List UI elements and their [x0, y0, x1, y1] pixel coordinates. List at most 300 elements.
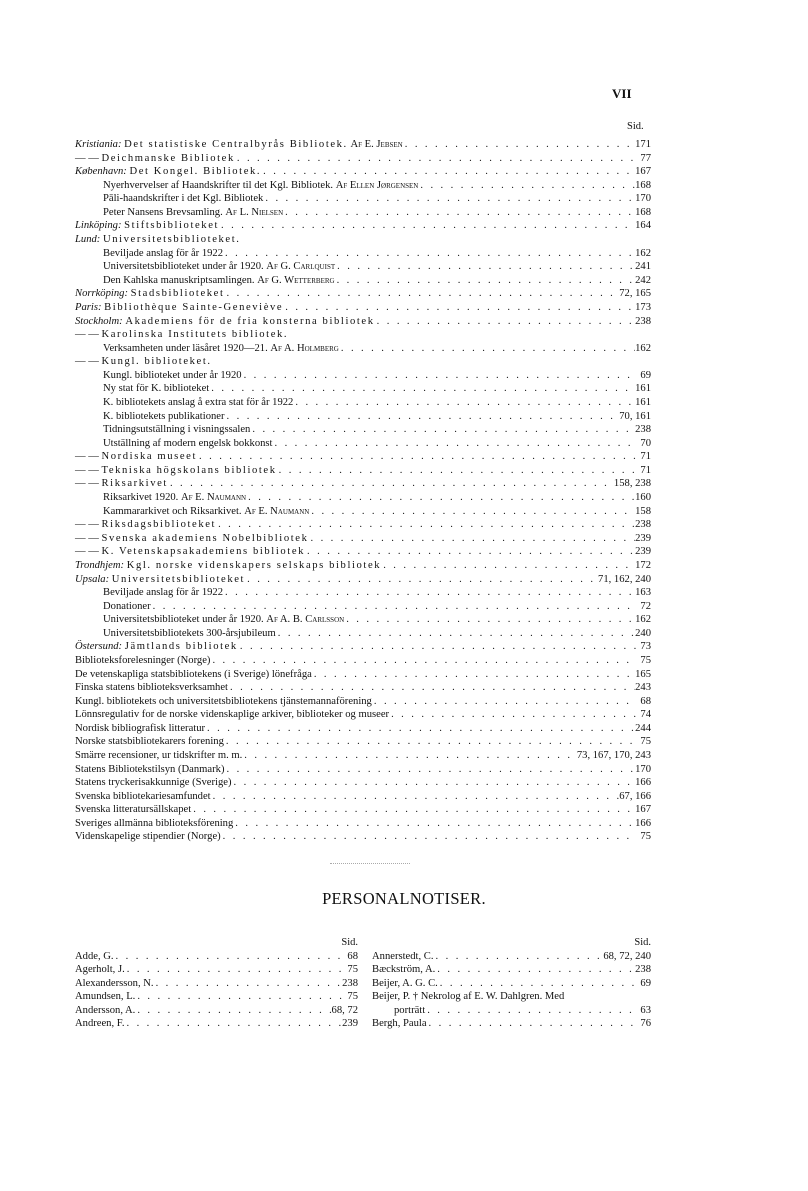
toc-title: Peter Nansens Brevsamling.	[103, 206, 223, 218]
toc-place: — —	[75, 329, 99, 341]
dot-leader	[135, 990, 344, 1004]
toc-entry-text	[75, 573, 245, 587]
list-item	[372, 990, 651, 1004]
toc-page-number: 172	[635, 559, 651, 571]
toc-page-number: 69	[640, 369, 651, 381]
toc-page-number: 75	[640, 831, 651, 843]
dot-leader	[283, 206, 635, 220]
toc-entry	[75, 573, 651, 587]
toc-entry	[75, 830, 651, 844]
dot-leader	[191, 803, 635, 817]
toc-page-number: 241	[635, 261, 651, 273]
toc-author: Af A. B. Carlsson	[266, 614, 345, 626]
toc-title: Tidningsutställning i visningssalen	[103, 424, 251, 436]
toc-entry	[75, 477, 651, 491]
toc-title: Stadsbiblioteket	[130, 288, 225, 300]
person-page-number: 63	[640, 1004, 651, 1016]
list-item	[372, 950, 651, 964]
toc-page-number: 71	[640, 451, 651, 463]
dot-leader	[209, 382, 635, 396]
toc-entry-text	[75, 803, 191, 817]
dot-leader	[305, 545, 635, 559]
toc-title: Bibliothèque Sainte-Geneviève	[104, 301, 284, 313]
dot-leader	[114, 950, 344, 964]
person-page-number: 75	[347, 991, 358, 1003]
toc-place: Norrköping:	[75, 288, 128, 300]
toc-entry	[75, 600, 651, 614]
person-name: Andersson, A.	[75, 1004, 136, 1016]
toc-title: Riksarkivet 1920.	[103, 492, 179, 504]
personalnotiser-heading: PERSONALNOTISER.	[322, 889, 486, 908]
toc-title: Lönnsregulativ for de norske videnskaplige arkiver, biblioteker og museer	[75, 709, 390, 721]
dot-leader	[246, 491, 635, 505]
toc-entry	[75, 640, 651, 654]
section-divider	[330, 863, 410, 864]
toc-page-number: 77	[640, 152, 651, 164]
toc-entry-text	[103, 274, 335, 288]
dot-leader	[425, 1004, 637, 1018]
toc-place: Östersund:	[75, 641, 123, 653]
toc-entry-text	[103, 505, 309, 519]
toc-place: Trondhjem:	[75, 559, 125, 571]
toc-entry-text	[75, 640, 238, 654]
toc-title: Smärre recensioner, ur tidskrifter m. m.	[75, 750, 243, 762]
person-page-number: 238	[635, 964, 651, 976]
toc-entry	[75, 749, 651, 763]
toc-title: Statens Bibliotekstilsyn (Danmark)	[75, 763, 225, 775]
toc-place: København:	[75, 166, 127, 178]
toc-entry-text	[75, 654, 210, 668]
dot-leader	[211, 790, 620, 804]
toc-title: Sveriges allmänna biblioteksförening	[75, 817, 234, 829]
toc-title: Det statistiske Centralbyrås Bibliotek.	[124, 139, 348, 150]
dot-leader	[242, 369, 637, 383]
toc-author: Af G. Wetterberg	[257, 274, 335, 286]
person-name: Andreen, F.	[75, 1018, 125, 1030]
toc-entry-text	[75, 735, 224, 749]
personalnotiser-right-column	[372, 936, 651, 1031]
toc-title: Riksdagsbiblioteket	[101, 519, 217, 531]
toc-entry-text	[75, 817, 233, 831]
person-page-number: 68, 72, 240	[603, 950, 651, 962]
list-item	[372, 977, 651, 991]
toc-entry	[75, 695, 651, 709]
dot-leader	[312, 668, 635, 682]
toc-author: Af E. Naumann	[180, 492, 247, 504]
toc-place: Lund:	[75, 234, 101, 246]
toc-page-number: 244	[635, 722, 651, 734]
dot-leader	[151, 600, 637, 614]
dot-leader	[125, 963, 344, 977]
toc-entry-text	[103, 260, 335, 274]
toc-entry-text	[75, 681, 228, 695]
toc-entry	[75, 532, 651, 546]
toc-page-number: 158	[635, 505, 651, 517]
list-item	[372, 1017, 651, 1031]
toc-entry	[75, 437, 651, 451]
toc-title: Utställning af modern engelsk bokkonst	[103, 437, 273, 449]
toc-author: Af Ellen Jørgensen	[335, 179, 419, 191]
person-page-number: 75	[347, 964, 358, 976]
toc-place: — —	[75, 451, 99, 463]
toc-entry-text	[75, 763, 224, 777]
toc-page-number: 170	[635, 193, 651, 205]
dot-leader	[375, 315, 635, 329]
toc-title: Karolinska Institutets bibliotek.	[101, 329, 289, 341]
toc-title: Universitetsbiblioteket.	[102, 234, 241, 246]
toc-page-number: 158, 238	[613, 478, 651, 490]
toc-page-number: 238	[635, 519, 651, 531]
toc-author: Af A. Holmberg	[270, 342, 339, 354]
dot-leader	[124, 1017, 342, 1031]
toc-entry	[75, 206, 651, 220]
toc-place: — —	[75, 464, 99, 476]
toc-page-number: 243	[635, 682, 651, 694]
toc-place: Stockholm:	[75, 315, 123, 327]
dot-leader	[272, 437, 637, 451]
toc-page-number: 163	[635, 587, 651, 599]
toc-author: Af E. Jebsen	[350, 139, 403, 150]
toc-page-number: 240	[635, 627, 651, 639]
person-page-number: 239	[342, 1018, 358, 1030]
toc-entry	[75, 219, 651, 233]
dot-leader	[250, 423, 635, 437]
toc-page-number: 167	[635, 804, 651, 816]
toc-entry	[75, 410, 651, 424]
toc-title: Det Kongel. Bibliotek.	[129, 166, 262, 178]
dot-leader	[434, 950, 604, 964]
toc-title: Finska statens biblioteksverksamhet	[75, 682, 228, 694]
person-name: Agerholt, J.	[75, 964, 125, 976]
toc-entry	[75, 382, 651, 396]
toc-author: Af L. Nielsen	[225, 206, 284, 218]
dot-leader	[276, 627, 635, 641]
toc-entry	[75, 817, 651, 831]
toc-page-number: 74	[640, 709, 651, 721]
toc-place: Kristiania:	[75, 139, 122, 150]
toc-entry	[75, 681, 651, 695]
toc-entry-text	[75, 559, 381, 573]
person-page-number: 68, 72	[331, 1004, 358, 1016]
toc-page-number: 70	[640, 437, 651, 449]
toc-entry-text	[103, 396, 293, 410]
dot-leader	[235, 152, 637, 166]
dot-leader	[197, 450, 637, 464]
toc-entry	[75, 287, 651, 301]
toc-page-number: 238	[635, 315, 651, 327]
toc-title: Svenska akademiens Nobelbibliotek	[101, 532, 309, 544]
dot-leader	[245, 573, 598, 587]
dot-leader	[403, 138, 635, 152]
toc-place: Upsala:	[75, 573, 110, 585]
toc-title: Verksamheten under läsåret 1920—21.	[103, 342, 268, 354]
toc-entry-text	[103, 382, 209, 396]
toc-page-number: 164	[635, 220, 651, 232]
dot-leader	[219, 219, 635, 233]
dot-leader	[216, 518, 635, 532]
toc-entry-text	[75, 233, 241, 247]
toc-page-number: 165	[635, 668, 651, 680]
toc-entry-text	[75, 668, 312, 682]
list-item	[75, 950, 358, 964]
toc-place: — —	[75, 152, 99, 164]
toc-entry-text	[75, 545, 305, 559]
toc-entry	[75, 613, 651, 627]
list-item	[372, 963, 651, 977]
person-name: porträtt	[394, 1004, 426, 1016]
toc-title: Universitetsbiblioteket under år 1920.	[103, 614, 264, 626]
toc-page-number: 168	[635, 179, 651, 191]
toc-title: Riksarkivet	[101, 478, 168, 490]
toc-entry	[75, 803, 651, 817]
toc-place: — —	[75, 532, 99, 544]
dot-leader	[335, 260, 635, 274]
toc-title: Ny stat för K. biblioteket	[103, 383, 210, 395]
toc-entry	[75, 518, 651, 532]
toc-author: Af E. Naumann	[244, 505, 310, 517]
toc-entry	[75, 165, 651, 179]
toc-title: K. bibliotekets publikationer	[103, 410, 225, 422]
toc-page-number: 75	[640, 736, 651, 748]
toc-entry-text	[75, 708, 389, 722]
toc-page-number: 238	[635, 424, 651, 436]
toc-entry-text	[75, 790, 211, 804]
dot-leader	[381, 559, 635, 573]
toc-title: Stiftsbiblioteket	[124, 220, 220, 232]
toc-entry	[75, 342, 651, 356]
dot-leader	[210, 654, 637, 668]
toc-page-number: 67, 166	[619, 790, 651, 802]
dot-leader	[389, 708, 637, 722]
toc-title: Biblioteksforelesninger (Norge)	[75, 654, 211, 666]
toc-entry	[75, 179, 651, 193]
page-number: VII	[612, 86, 632, 101]
toc-title: Universitetsbibliotekets 300-årsjubileum	[103, 627, 276, 639]
dot-leader	[225, 287, 620, 301]
toc-entry	[75, 763, 651, 777]
toc-place: Linköping:	[75, 220, 122, 232]
toc-entry	[75, 735, 651, 749]
toc-entry	[75, 247, 651, 261]
dot-leader	[263, 192, 635, 206]
toc-entry-text	[75, 301, 283, 315]
toc-title: Donationer	[103, 600, 151, 612]
dot-leader	[238, 640, 637, 654]
person-name: Bæckström, A.	[372, 964, 436, 976]
dot-leader	[335, 274, 636, 288]
toc-entry-text	[103, 369, 242, 383]
toc-entry-text	[103, 179, 418, 193]
toc-entry	[75, 722, 651, 736]
toc-page-number: 161	[635, 383, 651, 395]
toc-entry-text	[103, 206, 283, 220]
dot-leader	[339, 342, 635, 356]
toc-page-number: 166	[635, 777, 651, 789]
toc-entry	[75, 260, 651, 274]
toc-title: Beviljade anslag för år 1922	[103, 247, 224, 259]
list-item	[372, 1004, 651, 1018]
toc-title: Kgl. norske videnskapers selskaps bibliotek	[126, 559, 382, 571]
toc-entry	[75, 586, 651, 600]
list-item	[75, 990, 358, 1004]
toc-entry-text	[75, 152, 235, 166]
toc-title: Universitetsbiblioteket under år 1920.	[103, 261, 264, 273]
toc-page-number: 70, 161	[619, 410, 651, 422]
toc-entry	[75, 138, 651, 152]
list-item	[75, 1004, 358, 1018]
toc-entry-text	[75, 328, 288, 342]
toc-page-number: 167	[635, 166, 651, 178]
dot-leader	[168, 477, 614, 491]
toc-page-number: 160	[635, 492, 651, 504]
toc-entry	[75, 233, 651, 247]
toc-entry	[75, 491, 651, 505]
dot-leader	[308, 532, 635, 546]
toc-entry-text	[75, 830, 221, 844]
toc-entry	[75, 545, 651, 559]
dot-leader	[135, 1004, 331, 1018]
list-item	[75, 977, 358, 991]
person-name: Annerstedt, C.	[372, 950, 434, 962]
toc-entry-text	[75, 776, 232, 790]
dot-leader	[233, 817, 635, 831]
person-name: Adde, G.	[75, 950, 114, 962]
toc-entry-text	[75, 450, 197, 464]
toc-page-number: 166	[635, 817, 651, 829]
toc-entry	[75, 274, 651, 288]
toc-title: Deichmanske Bibliotek	[101, 152, 235, 164]
toc-entry-text	[75, 532, 308, 546]
person-page-number: 238	[342, 977, 358, 989]
toc-entry-text	[75, 464, 277, 478]
toc-entry	[75, 315, 651, 329]
toc-entry-text	[75, 695, 372, 709]
toc-title: Den Kahlska manuskriptsamlingen.	[103, 274, 255, 286]
toc-page-number: 173	[635, 301, 651, 313]
toc-title: Jämtlands bibliotek	[124, 641, 238, 653]
toc-entry	[75, 328, 651, 342]
person-name: Amundsen, L.	[75, 991, 136, 1003]
dot-leader	[232, 776, 636, 790]
toc-title: K. bibliotekets anslag å extra stat för år 1922	[103, 396, 294, 408]
toc-entry	[75, 369, 651, 383]
toc-entry-text	[75, 749, 242, 763]
toc-entry-text	[103, 600, 151, 614]
toc-page-number: 72, 165	[619, 288, 651, 300]
toc-title: Akademiens för de fria konsterna bibliotek	[125, 315, 375, 327]
toc-entry-text	[75, 138, 403, 152]
toc-title: Universitetsbiblioteket	[111, 573, 246, 585]
toc-page-number: 75	[640, 654, 651, 666]
toc-title: Tekniska högskolans bibliotek	[101, 464, 277, 476]
toc-place: — —	[75, 519, 99, 531]
toc-entry-text	[103, 192, 263, 206]
dot-leader	[344, 613, 635, 627]
toc-entry	[75, 423, 651, 437]
toc-entry	[75, 152, 651, 166]
toc-entry	[75, 464, 651, 478]
toc-entry	[75, 301, 651, 315]
toc-title: Beviljade anslag för år 1922	[103, 587, 224, 599]
toc-entry	[75, 776, 651, 790]
toc-page-number: 239	[635, 532, 651, 544]
toc-page-number: 161	[635, 396, 651, 408]
toc-title: Nyerhvervelser af Haandskrifter til det Kgl. Bibliotek.	[103, 179, 334, 191]
person-page-number: 69	[640, 977, 651, 989]
toc-entry-text	[103, 247, 223, 261]
toc-place: — —	[75, 546, 99, 558]
toc-title: Kungl. bibliotekets och universitetsbibliotekens tjänstemannaförening	[75, 695, 372, 707]
toc-title: Norske statsbibliotekarers forening	[75, 736, 224, 748]
toc-title: Videnskapelige stipendier (Norge)	[75, 831, 221, 843]
dot-leader	[283, 301, 635, 315]
toc-entry-text	[103, 423, 250, 437]
toc-entry-text	[75, 219, 219, 233]
person-name: Beijer, A. G. C.	[372, 977, 438, 989]
toc-place: — —	[75, 356, 99, 368]
toc-author: Af G. Carlquist	[266, 261, 336, 273]
toc-entry	[75, 708, 651, 722]
dot-leader	[261, 165, 635, 179]
toc-page-number: 73	[640, 641, 651, 653]
toc-title: Nordiska museet	[101, 451, 197, 463]
list-item	[75, 963, 358, 977]
toc-entry	[75, 192, 651, 206]
dot-leader	[438, 977, 637, 991]
toc-entry	[75, 559, 651, 573]
toc-entry-text	[103, 613, 344, 627]
toc-page-number: 171	[635, 139, 651, 150]
dot-leader	[223, 247, 635, 261]
dot-leader	[228, 681, 635, 695]
toc-entry-text	[75, 287, 225, 301]
dot-leader	[205, 722, 635, 736]
toc-page-number: 170	[635, 763, 651, 775]
toc-entry-text	[103, 410, 225, 424]
toc-page-number: 162	[635, 342, 651, 354]
list-item	[75, 1017, 358, 1031]
person-name: Alexandersson, N.	[75, 977, 154, 989]
toc-entry	[75, 355, 651, 369]
dot-leader	[418, 179, 635, 193]
toc-title: Kungl. biblioteket.	[101, 356, 212, 368]
toc-page-number: 68	[640, 695, 651, 707]
toc-page-number: 71	[640, 464, 651, 476]
person-page-number: 76	[640, 1018, 651, 1030]
toc-title: Kammararkivet och Riksarkivet.	[103, 505, 242, 517]
toc-place: Paris:	[75, 301, 102, 313]
toc-title: Svenska bibliotekariesamfundet	[75, 790, 211, 802]
toc-entry	[75, 790, 651, 804]
dot-leader	[242, 749, 577, 763]
toc-entry-text	[103, 491, 246, 505]
toc-entry	[75, 505, 651, 519]
toc-page-number: 239	[635, 546, 651, 558]
dot-leader	[435, 963, 635, 977]
dot-leader	[224, 735, 637, 749]
toc-entry	[75, 654, 651, 668]
toc-page-number: 72	[640, 600, 651, 612]
toc-page-number: 71, 162, 240	[598, 573, 651, 585]
toc-entry-text	[103, 342, 339, 356]
dot-leader	[223, 586, 635, 600]
toc-entry	[75, 668, 651, 682]
sid-column-header: Sid.	[341, 937, 358, 948]
toc-title: De vetenskapliga statsbibliotekens (i Sverige) lönefråga	[75, 668, 312, 680]
toc-page-number: 168	[635, 206, 651, 218]
toc-entry-text	[75, 518, 216, 532]
dot-leader	[221, 830, 637, 844]
